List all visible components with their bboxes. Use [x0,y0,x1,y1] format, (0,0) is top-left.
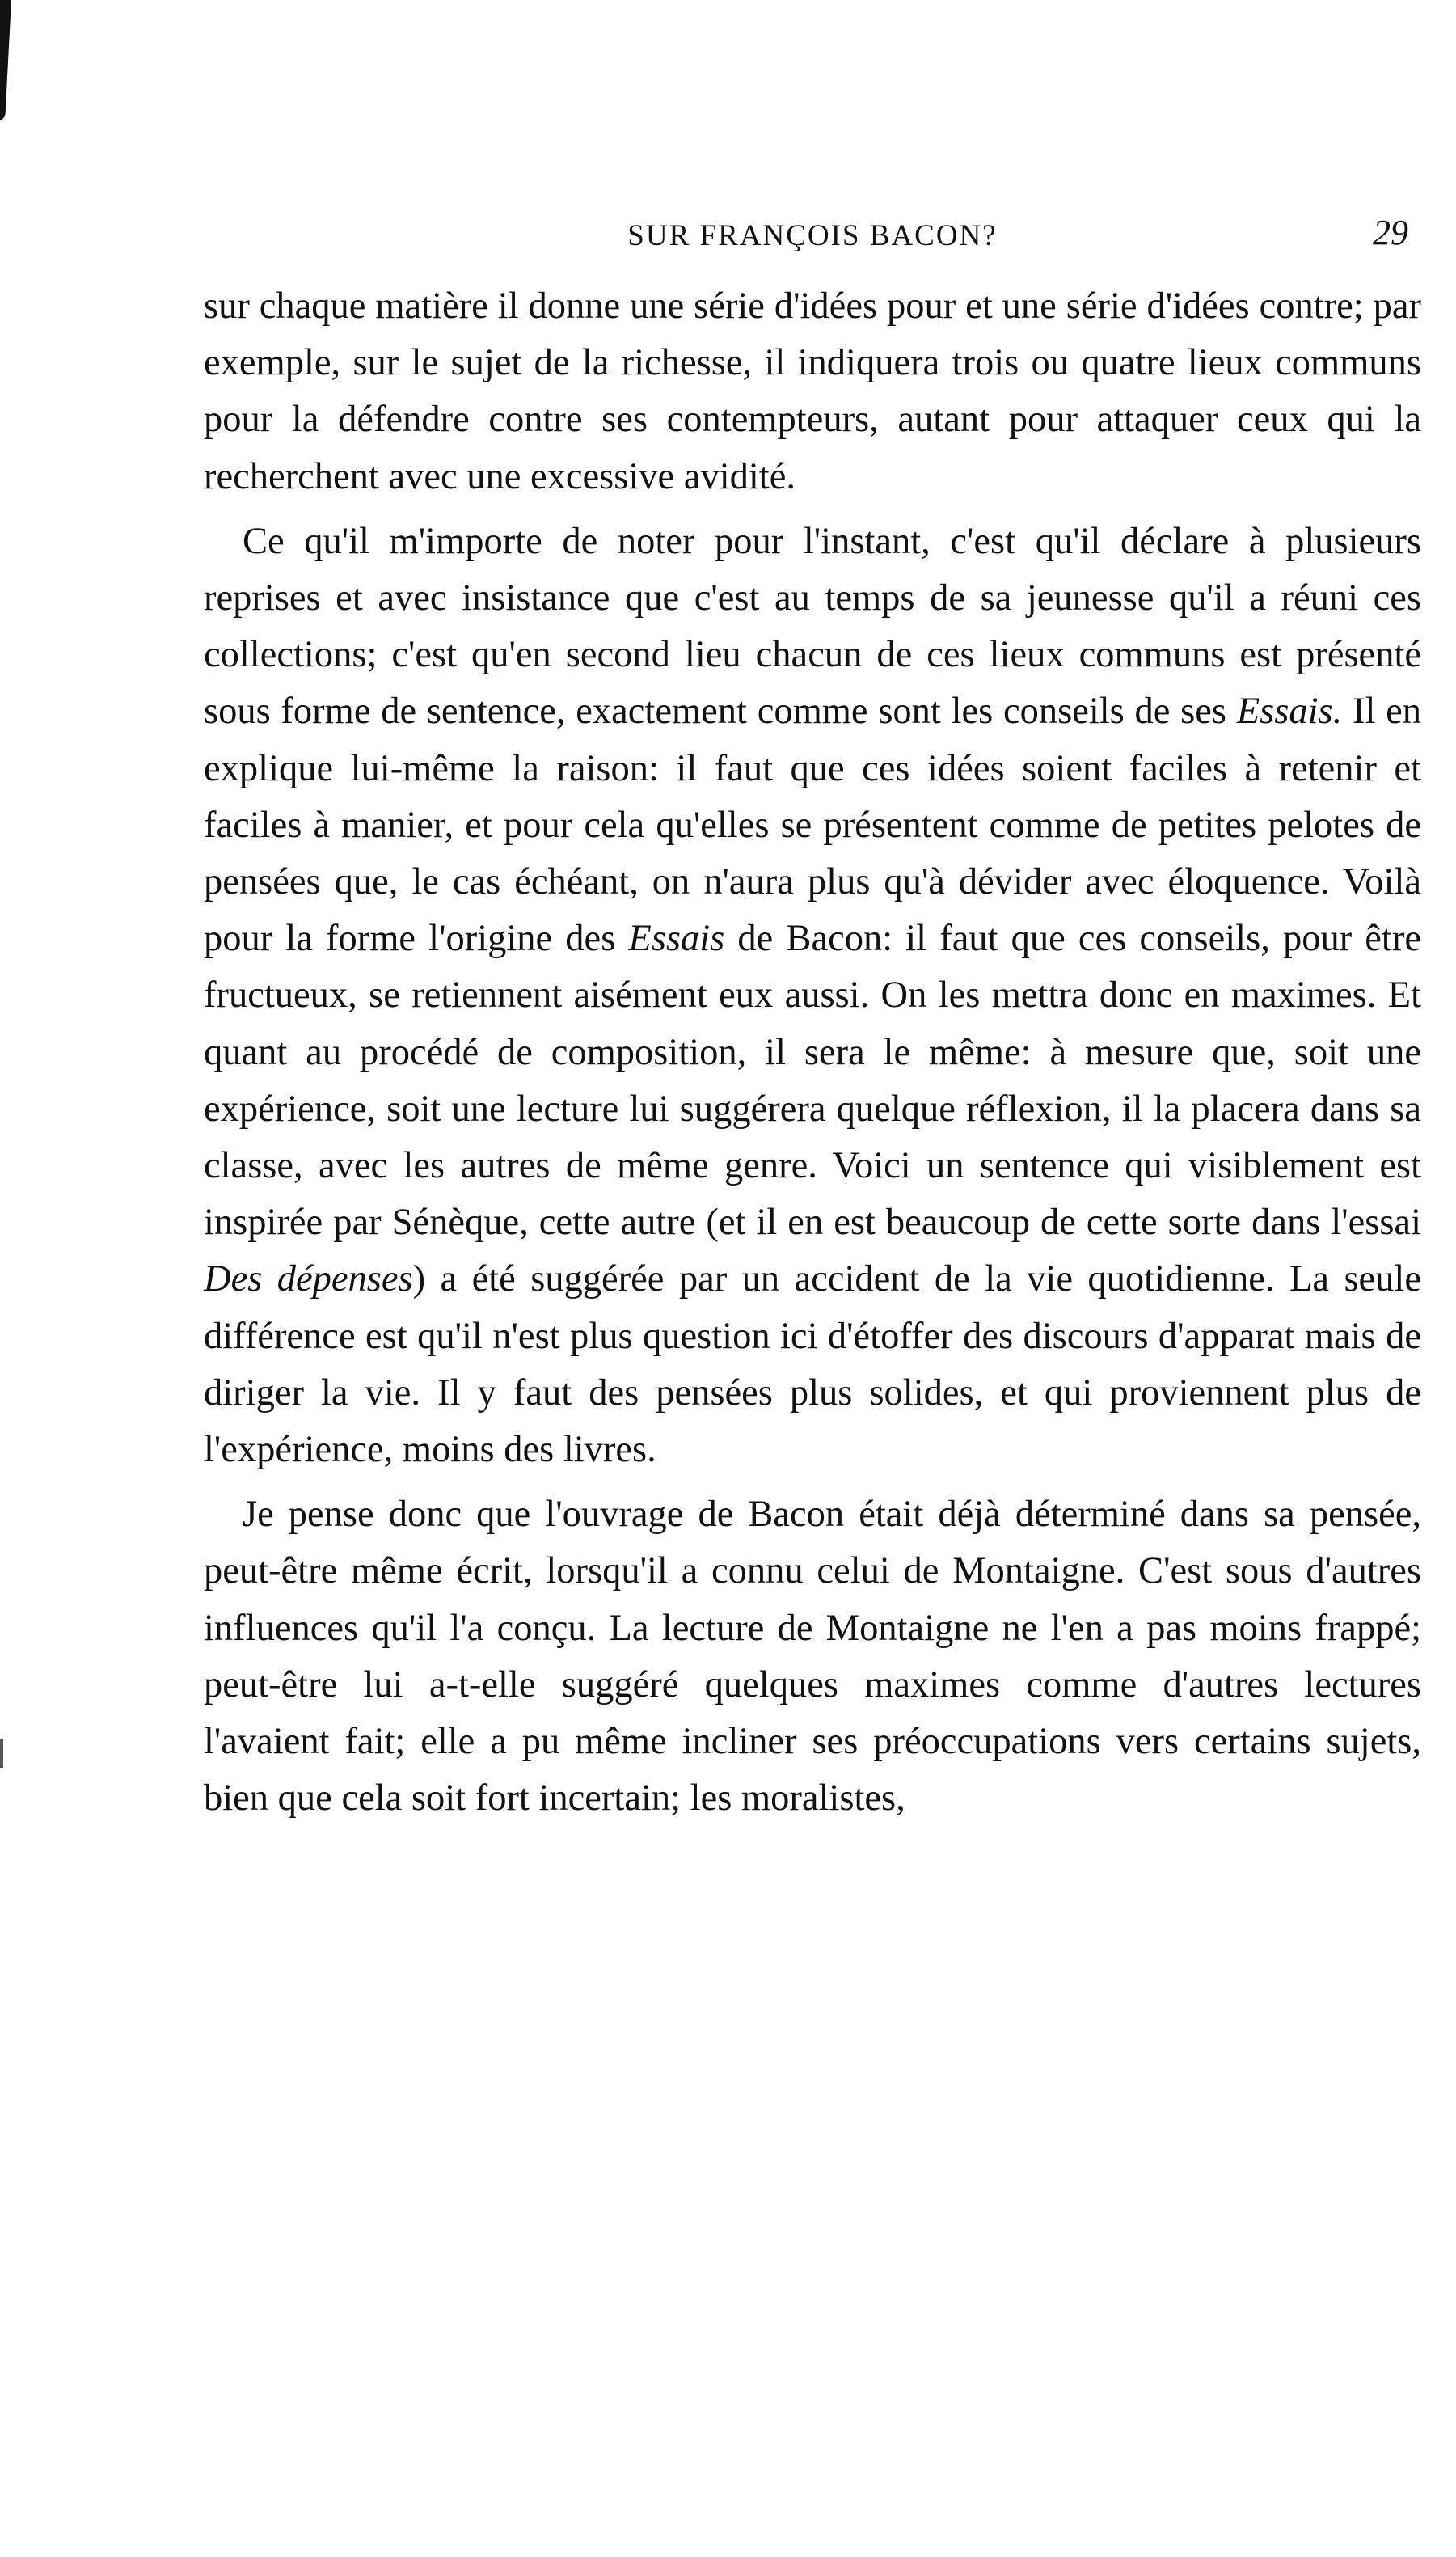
paragraph-montaigne-influence: Je pense donc que l'ouvrage de Bacon était déjà déterminé dans sa pensée, peut-être même écrit, lorsqu'il a connu celui de Montaigne. C'est sous d'autres influences qu'il l'a conçu. La lecture de Montaigne ne l'en a pas moins frappé; peut-être lui a-t-elle suggéré quelques maximes comme d'autres lectures l'avaient fait; elle a pu même incliner ses préoccupations vers certains sujets, bien que cela soit fort incertain; les moralistes, [204,1494,1421,1819]
paragraph-text-segment: ) a été suggérée par un accident de la vie quotidienne. La seule différence est qu'il n'est plus question ici d'étoffer des discours d'apparat mais de diriger la vie. Il y faut des pensées plus solides, et qui proviennent plus de l'expérience, moins des livres. [204,1258,1421,1471]
italic-title-des-depenses: Des dépenses [204,1258,413,1300]
italic-title-essais: Essais. [1236,691,1343,733]
page-number: 29 [1373,213,1408,252]
paragraph-bacon-method [204,514,1421,1478]
body-text [204,278,1421,1827]
running-title: SUR FRANÇOIS BACON? [627,219,998,252]
book-page [204,212,1421,1827]
scan-margin-speck [0,1739,3,1768]
paragraph-text-segment: de Bacon: il faut que ces conseils, pour être fructueux, se retiennent aisément eux aussi. On les mettra donc en maximes. Et quant au procédé de composition, il sera le même: à mesure que, soit une expérience, soit une lecture lui suggérera quelque réflexion, il la placera dans sa classe, avec les autres de même genre. Voici un sentence qui visiblement est inspirée par Sénèque, cette autre (et il en est beaucoup de cette sorte dans l'essai [204,918,1421,1244]
paragraph-continuation: sur chaque matière il donne une série d'idées pour et une série d'idées contre; par exemple, sur le sujet de la richesse, il indiquera trois ou quatre lieux communs pour la défendre contre ses contempteurs, autant pour attaquer ceux qui la recherchent avec une excessive avidité. [204,285,1421,497]
paragraph-text-segment: Ce qu'il m'importe de noter pour l'instant, c'est qu'il déclare à plusieurs reprises et avec insistance que c'est au temps de sa jeunesse qu'il a réuni ces collections; c'est qu'en second lieu chacun de ces lieux communs est présenté sous forme de sentence, exactement comme sont les conseils de ses [204,520,1421,733]
paragraph-text-segment: Il en explique lui-même la raison: il faut que ces idées soient faciles à retenir et faciles à manier, et pour cela qu'elles se présentent comme de petites pelotes de pensées que, le cas échéant, on n'aura plus qu'à dévider avec éloquence. Voilà pour la forme l'origine des [204,691,1421,960]
scan-edge-mark [0,0,11,121]
italic-title-essais: Essais [628,918,725,960]
running-head [204,212,1421,260]
